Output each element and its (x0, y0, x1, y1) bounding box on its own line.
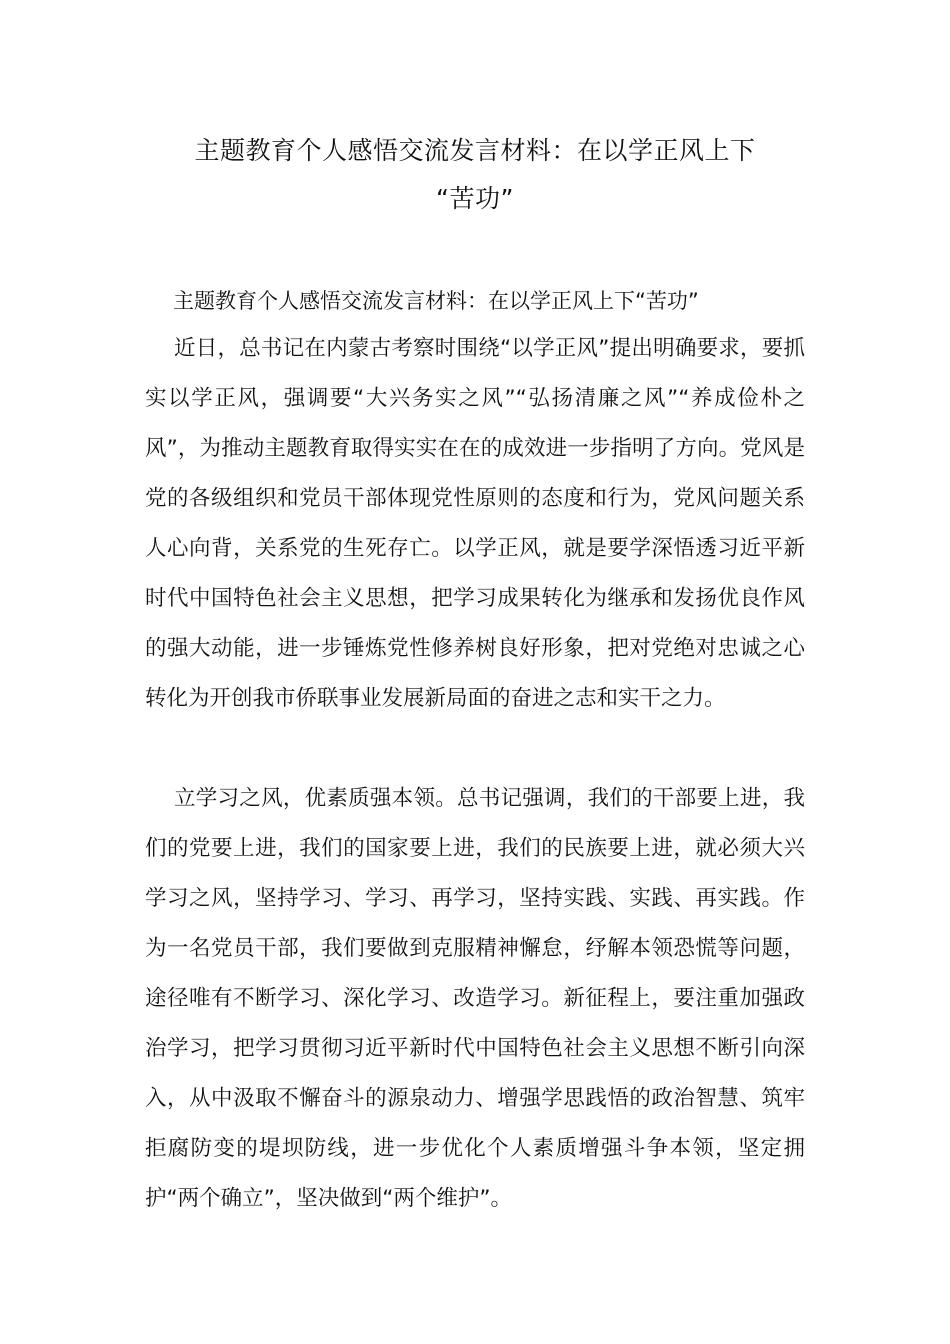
document-title-line-1: 主题教育个人感悟交流发言材料：在以学正风上下 (194, 136, 756, 165)
document-subtitle: 主题教育个人感悟交流发言材料：在以学正风上下“苦功” (173, 289, 699, 313)
document-title-line-2: “苦功” (436, 184, 514, 213)
body-paragraph-1: 近日，总书记在内蒙古考察时围绕“以学正风”提出明确要求，要抓实以学正风，强调要“大兴务实之风”“弘扬清廉之风”“养成俭朴之风”，为推动主题教育取得实实在在的成效进一步指明了方向。党风是党的各级组织和党员干部体现党性原则的态度和行为，党风问题关系人心向背，关系党的生死存亡。以学正风，就是要学深悟透习近平新时代中国特色社会主义思想，把学习成果转化为继承和发扬优良作风的强大动能，进一步锤炼党性修养树良好形象，把对党绝对忠诚之心转化为开创我市侨联事业发展新局面的奋进之志和实干之力。 (145, 336, 805, 711)
body-paragraph-2: 立学习之风，优素质强本领。总书记强调，我们的干部要上进，我们的党要上进，我们的国家要上进，我们的民族要上进，就必须大兴学习之风，坚持学习、学习、再学习，坚持实践、实践、再实践。作为一名党员干部，我们要做到克服精神懈怠，纾解本领恐慌等问题，途径唯有不断学习、深化学习、改造学习。新征程上，要注重加强政治学习，把学习贯彻习近平新时代中国特色社会主义思想不断引向深入，从中汲取不懈奋斗的源泉动力、增强学思践悟的政治智慧、筑牢拒腐防变的堤坝防线，进一步优化个人素质增强斗争本领，坚定拥护“两个确立”，坚决做到“两个维护”。 (145, 786, 805, 1211)
